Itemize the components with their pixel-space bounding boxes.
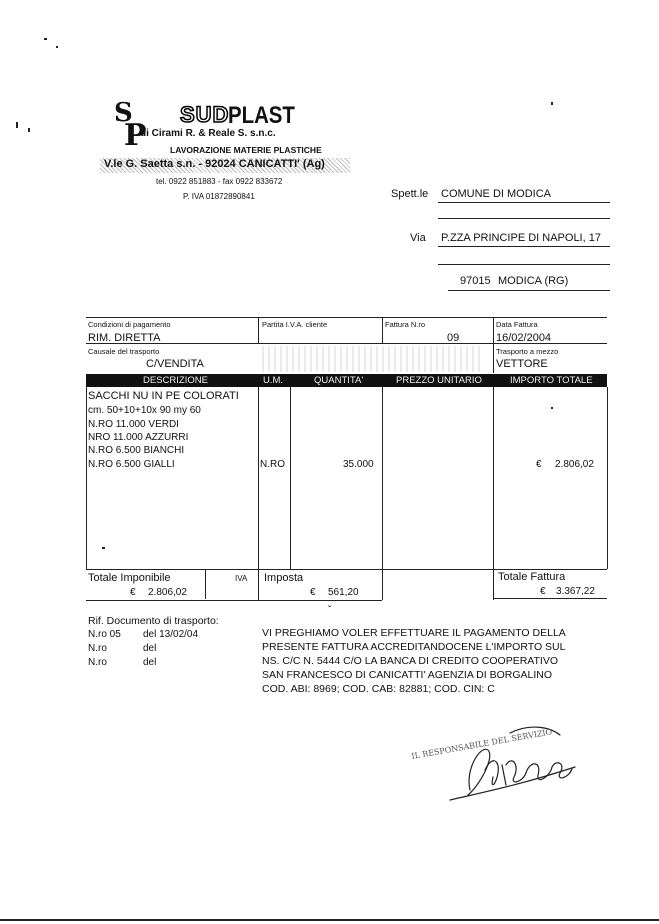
col-header-quantita: QUANTITA' [314, 375, 364, 386]
imposta-rule [258, 600, 382, 601]
date-label: Data Fattura [496, 320, 538, 329]
table-header [86, 374, 607, 387]
via-label: Via [410, 232, 426, 244]
item-line: N.RO 11.000 VERDI [88, 419, 179, 430]
scan-speck [551, 407, 553, 409]
imposta-value: 561,20 [328, 587, 359, 598]
imponibile-rule [86, 600, 258, 601]
invoice-no-label: Fattura N.ro [385, 320, 426, 329]
payment-label: Condizioni di pagamento [88, 320, 171, 329]
brand-sud: SUD [180, 102, 230, 127]
recipient-city-rule [448, 290, 610, 291]
transport-doc-nro: N.ro 05 [88, 629, 121, 640]
info-divider [382, 317, 383, 343]
payment-note-line: NS. C/C N. 5444 C/O LA BANCA DI CREDITO COOPERATIVO [262, 655, 559, 667]
payment-value: RIM. DIRETTA [88, 332, 161, 344]
transport-doc-nro: N.ro [88, 643, 107, 654]
vat-client-label: Partita I.V.A. cliente [262, 320, 328, 329]
item-line: N.RO 6.500 BIANCHI [88, 445, 185, 456]
payment-note-line: VI PREGHIAMO VOLER EFFETTUARE IL PAGAMENTO DELLA [262, 627, 566, 639]
transport-reason-label: Causale del trasporto [88, 347, 160, 356]
logo-letter-s: S [114, 98, 133, 128]
scan-speck [102, 547, 105, 549]
payment-note-line: SAN FRANCESCO DI CANICATTI' AGENZIA DI BORGALINO [262, 669, 553, 681]
payment-note-line: PRESENTE FATTURA ACCREDITANDOCENE L'IMPORTO SUL [262, 641, 566, 653]
info-divider [493, 317, 494, 343]
item-line: N.RO 6.500 GIALLI [88, 459, 175, 470]
imponibile-value: 2.806,02 [148, 587, 187, 598]
company-phone: tel. 0922 851883 - fax 0922 833672 [156, 177, 283, 186]
company-address: V.le G. Saetta s.n. - 92024 CANICATTI' (Ag) [104, 158, 325, 170]
invoice-no-value: 09 [447, 332, 460, 344]
info-top-rule [86, 317, 607, 318]
item-line: NRO 11.000 AZZURRI [88, 432, 189, 443]
transport-by-label: Trasporto a mezzo [496, 347, 559, 356]
total-invoice-label: Totale Fattura [498, 571, 566, 583]
logo-letter-p: P [124, 118, 147, 153]
transport-reason-value: C/VENDITA [146, 358, 204, 370]
info-divider [258, 317, 259, 343]
item-line: SACCHI NU IN PE COLORATI [88, 390, 239, 402]
item-line: cm. 50+10+10x 90 my 60 [88, 405, 201, 416]
col-header-descrizione: DESCRIZIONE [143, 375, 208, 386]
item-quantity: 35.000 [343, 459, 374, 470]
total-invoice-currency: € [540, 586, 546, 597]
company-vat: P. IVA 01872890841 [183, 192, 255, 201]
scan-speck [16, 122, 18, 128]
info-mid-rule [86, 343, 607, 344]
totals-divider [205, 569, 206, 599]
recipient-cap: 97015 [460, 275, 491, 287]
item-total-currency: € [536, 459, 542, 470]
table-bottom-rule [86, 569, 607, 570]
col-header-um: U.M. [263, 375, 284, 386]
total-invoice-value: 3.367,22 [556, 586, 595, 597]
recipient-blank-rule-2 [438, 264, 610, 265]
imposta-currency: € [310, 587, 316, 598]
col-header-importo: IMPORTO TOTALE [510, 375, 593, 386]
imponibile-label: Totale Imponibile [88, 572, 171, 584]
recipient-name-rule [438, 202, 610, 203]
scan-speck [44, 38, 47, 40]
transport-doc-date: del 13/02/04 [143, 629, 199, 640]
signature-stamp-text: IL RESPONSABILE DEL SERVIZIO [410, 727, 553, 761]
totals-divider [493, 569, 494, 600]
imposta-label: Imposta [264, 572, 304, 584]
recipient-city: MODICA (RG) [498, 275, 569, 287]
table-col-rule [258, 387, 259, 569]
total-invoice-rule [493, 598, 607, 599]
date-value: 16/02/2004 [496, 332, 552, 344]
scan-mark: ˇ [328, 605, 332, 616]
scan-speck [28, 128, 30, 132]
recipient-name: COMUNE DI MODICA [441, 188, 551, 200]
transport-by-value: VETTORE [496, 358, 548, 370]
recipient-blank-rule [438, 218, 610, 219]
table-col-rule [382, 387, 383, 569]
transport-doc-date: del [143, 657, 157, 668]
totals-divider [258, 569, 259, 600]
page-bottom-edge [0, 919, 659, 921]
item-unit: N.RO [260, 459, 285, 470]
col-header-prezzo: PREZZO UNITARIO [396, 375, 482, 386]
iva-label: IVA [235, 574, 248, 583]
table-col-rule [493, 387, 494, 569]
table-border-left [86, 387, 87, 569]
imponibile-currency: € [130, 587, 136, 598]
scan-speck [56, 46, 58, 48]
item-total-value: 2.806,02 [555, 459, 594, 470]
spett-label: Spett.le [391, 188, 429, 200]
transport-doc-date: del [143, 643, 157, 654]
company-name: di Cirami R. & Reale S. s.n.c. [140, 128, 276, 139]
recipient-street: P.ZZA PRINCIPE DI NAPOLI, 17 [441, 232, 601, 244]
recipient-street-rule [438, 246, 610, 247]
brand-plast: PLAST [228, 102, 295, 129]
transport-doc-nro: N.ro [88, 657, 107, 668]
faint-scan-noise [262, 346, 484, 372]
company-activity: LAVORAZIONE MATERIE PLASTICHE [170, 145, 322, 155]
table-col-rule [290, 387, 291, 569]
payment-note-line: COD. ABI: 8969; COD. CAB: 82881; COD. CIN: C [262, 683, 495, 695]
table-border-right [607, 387, 608, 569]
scan-speck [551, 102, 553, 105]
signature-graphic [410, 715, 585, 805]
info-divider [493, 343, 494, 373]
totals-divider [382, 569, 383, 600]
transport-docs-title: Rif. Documento di trasporto: [88, 615, 219, 627]
